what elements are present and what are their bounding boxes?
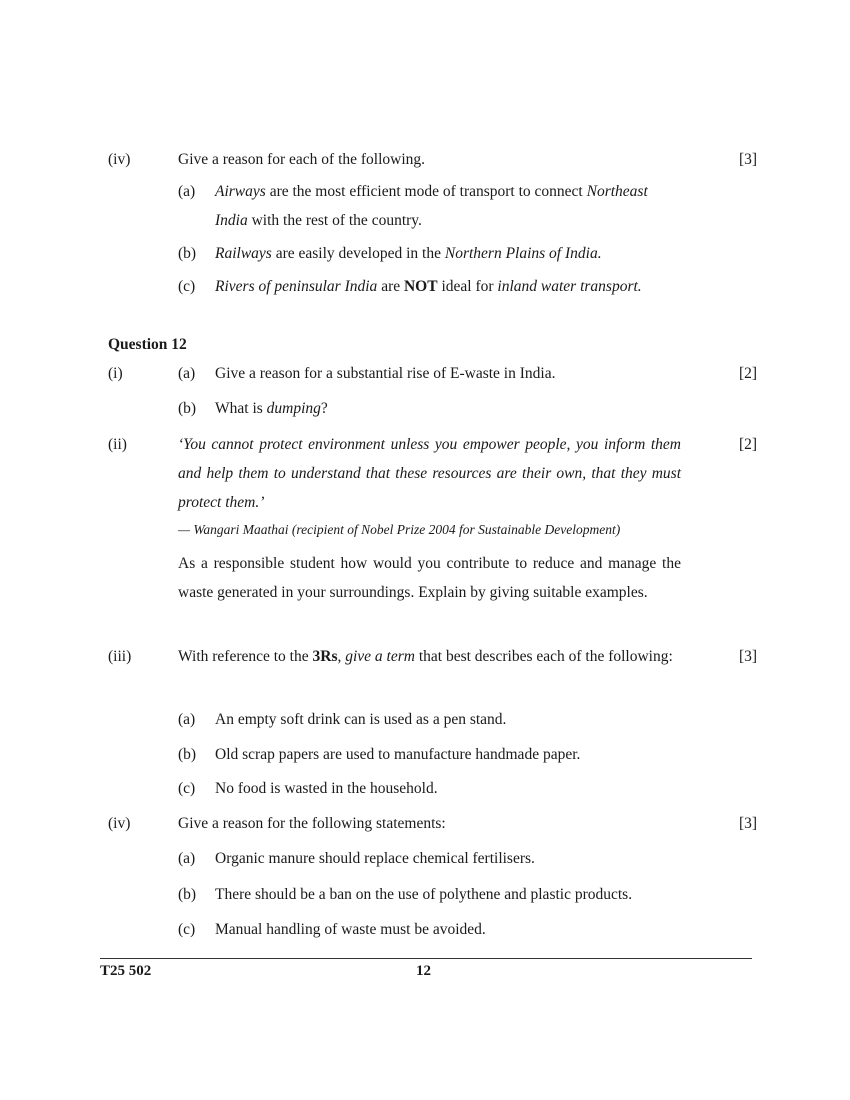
question-task: As a responsible student how would you contribute to reduce and manage the waste generated in your surroundings. Explain by giving suitable examples. bbox=[178, 555, 681, 601]
paper-code: T25 502 bbox=[100, 963, 152, 979]
question-prompt: With reference to the 3Rs, give a term that best describes each of the following: bbox=[178, 648, 673, 665]
sub-question-text: Manual handling of waste must be avoided. bbox=[215, 921, 486, 938]
sub-label: (a) bbox=[178, 711, 196, 728]
marks: [3] bbox=[739, 151, 758, 168]
footer-divider bbox=[100, 958, 752, 959]
sub-label: (a) bbox=[178, 365, 196, 382]
question-number: (iv) bbox=[108, 151, 131, 168]
sub-question-text: Old scrap papers are used to manufacture handmade paper. bbox=[215, 746, 581, 763]
sub-question-text: Organic manure should replace chemical fertilisers. bbox=[215, 850, 535, 867]
marks: [2] bbox=[739, 436, 758, 453]
sub-label: (c) bbox=[178, 278, 196, 295]
quotation: ‘You cannot protect environment unless you empower people, you inform them and help them to understand that these resources are their own, that they must protect them.’ bbox=[178, 436, 681, 511]
sub-label: (b) bbox=[178, 245, 197, 262]
sub-label: (c) bbox=[178, 921, 196, 938]
page-number: 12 bbox=[416, 963, 431, 979]
sub-question-text: Rivers of peninsular India are NOT ideal for inland water transport. bbox=[215, 278, 642, 295]
question-number: (iv) bbox=[108, 815, 131, 832]
sub-question-text: No food is wasted in the household. bbox=[215, 780, 438, 797]
sub-question-text: Give a reason for a substantial rise of E-waste in India. bbox=[215, 365, 556, 382]
sub-label: (b) bbox=[178, 746, 197, 763]
marks: [3] bbox=[739, 815, 758, 832]
sub-question-text: Airways are the most efficient mode of transport to connect Northeast India with the rest of the country. bbox=[215, 183, 648, 229]
quote-attribution: — Wangari Maathai (recipient of Nobel Prize 2004 for Sustainable Development) bbox=[178, 522, 621, 537]
sub-label: (a) bbox=[178, 183, 196, 200]
question-number: (ii) bbox=[108, 436, 127, 453]
question-prompt: Give a reason for each of the following. bbox=[178, 151, 426, 168]
sub-question-text: What is dumping? bbox=[215, 400, 328, 417]
sub-question-text: An empty soft drink can is used as a pen stand. bbox=[215, 711, 507, 728]
sub-label: (b) bbox=[178, 400, 197, 417]
sub-label: (a) bbox=[178, 850, 196, 867]
sub-label: (b) bbox=[178, 886, 197, 903]
question-prompt: Give a reason for the following statements: bbox=[178, 815, 446, 832]
sub-question-text: There should be a ban on the use of polythene and plastic products. bbox=[215, 886, 633, 903]
marks: [3] bbox=[739, 648, 758, 665]
marks: [2] bbox=[739, 365, 758, 382]
question-heading: Question 12 bbox=[108, 336, 187, 353]
question-number: (i) bbox=[108, 365, 123, 382]
sub-question-text: Railways are easily developed in the Northern Plains of India. bbox=[215, 245, 602, 262]
sub-label: (c) bbox=[178, 780, 196, 797]
question-number: (iii) bbox=[108, 648, 132, 665]
